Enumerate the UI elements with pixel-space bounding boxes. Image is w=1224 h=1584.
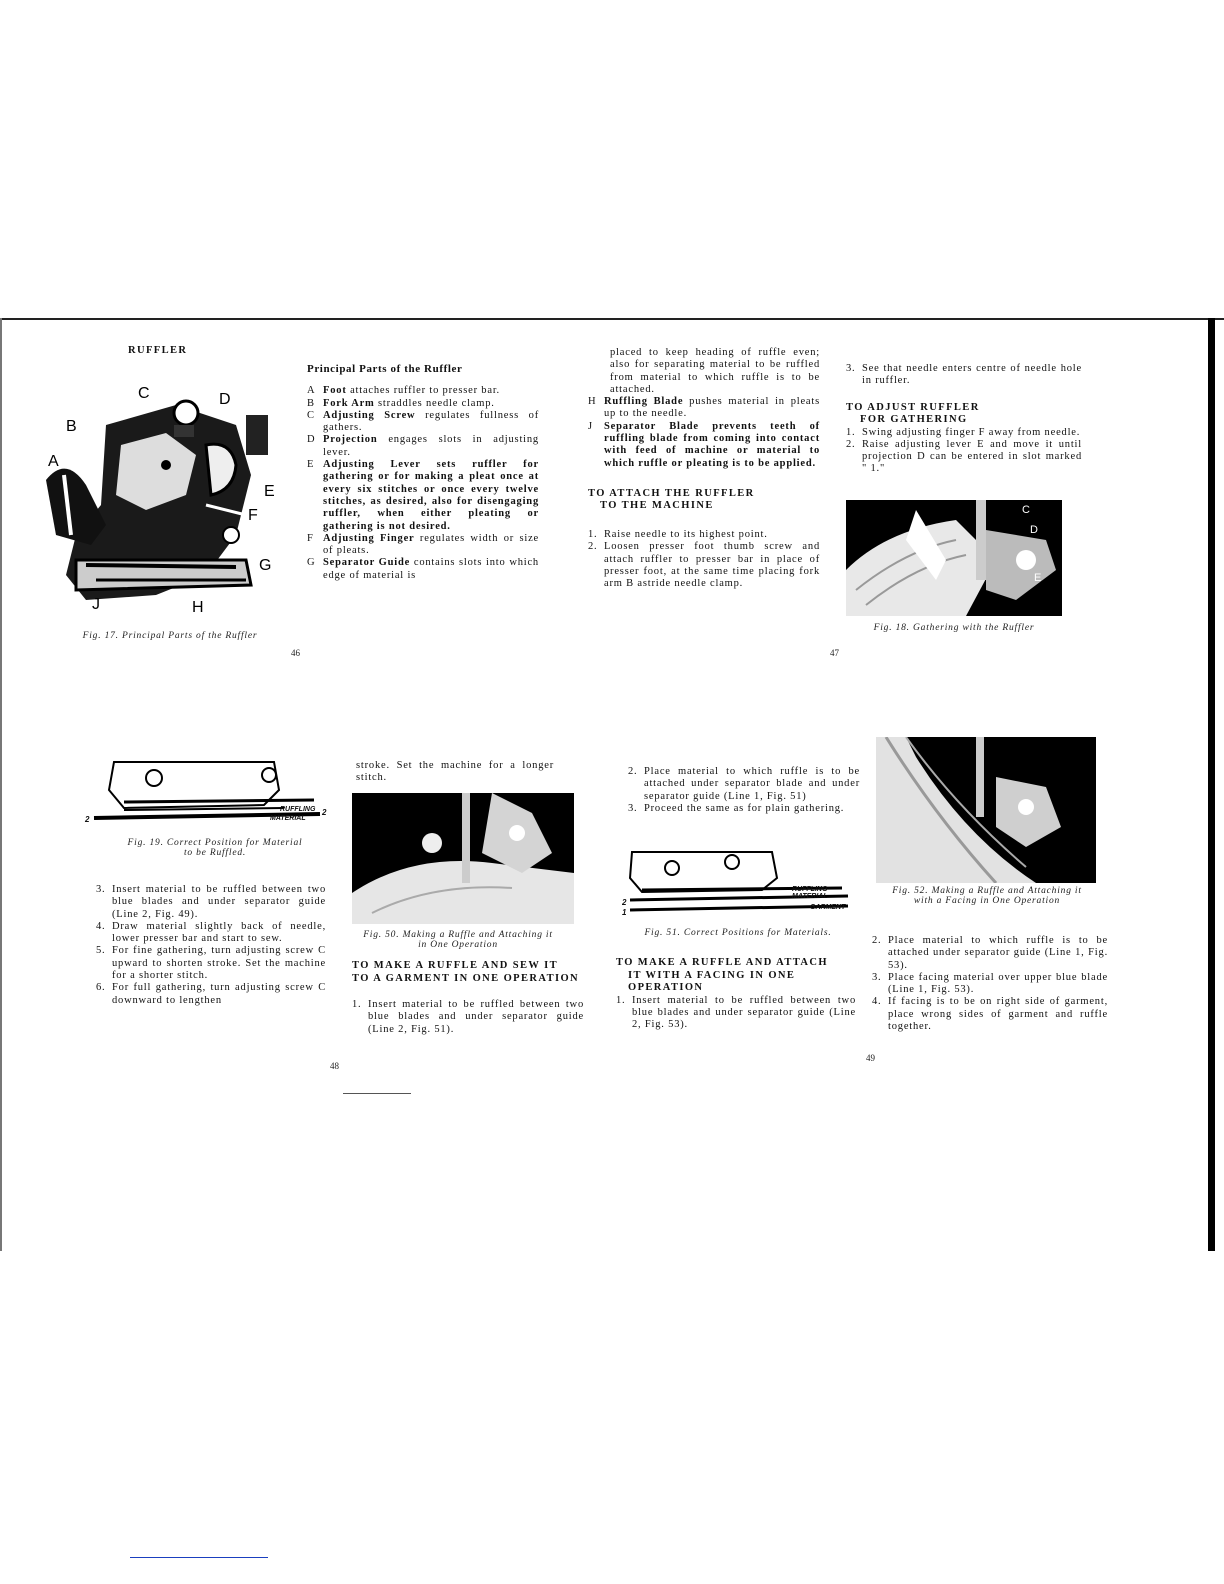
- fig19-label-2-right: 2: [322, 808, 327, 817]
- fig51-label-garment: GARMENT: [810, 904, 846, 911]
- part-item-d: D Projection engages slots in adjusting lever.: [307, 434, 539, 458]
- separator-line: [343, 1093, 411, 1094]
- attach-step-2: 2. Loosen presser foot thumb screw and attach ruffler to presser bar in place of presser foot, at the same time placing fork arm B astride needle clamp.: [588, 541, 820, 590]
- fig51-label-1: 1: [622, 908, 627, 917]
- part-item-j: J Separator Blade prevents teeth of ruffling blade from coming into contact with feed of machine or material to which ruffle or pleating is to be applied.: [588, 420, 820, 469]
- ruffle-attach-photo-illustration: [352, 793, 574, 924]
- page-number-46: 46: [291, 648, 300, 658]
- attach-steps: [588, 529, 820, 590]
- fig17-label-f: F: [248, 507, 258, 524]
- ruffle-facing-heading: TO MAKE A RUFFLE AND ATTACH IT WITH A FACING IN ONE OPERATION: [616, 957, 828, 993]
- scan-left-border: [0, 318, 2, 1251]
- principal-parts-title: Principal Parts of the Ruffler: [307, 363, 463, 375]
- attach-step-1: 1. Raise needle to its highest point.: [588, 528, 768, 540]
- part-item-c: C Adjusting Screw regulates fullness of gathers.: [307, 409, 540, 434]
- garment-step-2: 2. Place material to which ruffle is to be attached under separator blade and under separator guide (Line 1, Fig. 51): [628, 766, 860, 802]
- adjust-step-2: 2. Raise adjusting lever E and move it until projection D can be entered in slot marked " 1.": [846, 438, 1082, 475]
- fig19-label-ruffling: RUFFLING: [280, 806, 316, 813]
- adjust-step-1: 1. Swing adjusting finger F away from needle.: [846, 426, 1081, 438]
- fig17-label-h: H: [192, 599, 204, 616]
- ruffle-step-6: 6. For full gathering, turn adjusting screw C downward to lengthen: [96, 982, 326, 1006]
- attach-step-3: 3. See that needle enters centre of needle hole in ruffler.: [846, 363, 1082, 387]
- garment-step-3: 3. Proceed the same as for plain gathering.: [628, 802, 845, 814]
- page48-column-1: [96, 884, 326, 1007]
- ruffle-step-3: 3. Insert material to be ruffled between two blue blades and under separator guide (Line 2, Fig. 49).: [96, 884, 326, 920]
- adjust-ruffler-heading: TO ADJUST RUFFLER FOR GATHERING: [846, 401, 980, 426]
- facing-step-2: 2. Place material to which ruffle is to be attached under separator guide (Line 1, Fig. 53).: [872, 935, 1108, 971]
- page-number-47: 47: [830, 648, 839, 658]
- part-item-a: A Foot attaches ruffler to presser bar.: [307, 385, 500, 397]
- fig17-label-b: B: [66, 418, 77, 435]
- facing-step-1: 1. Insert material to be ruffled between two blue blades and under separator guide (Line 2, Fig. 53).: [616, 994, 856, 1031]
- part-item-e: E Adjusting Lever sets ruffler for gathering or for making a pleat once at every six stitches or once every twelve stitches, as desired, also for disengaging ruffler, when either pleating or gathering is not desired.: [307, 459, 539, 532]
- fig18-label-e: E: [1034, 572, 1042, 584]
- fig17-label-g: G: [259, 557, 272, 574]
- part-item-g: G Separator Guide contains slots into which edge of material is: [307, 557, 539, 581]
- attach-ruffler-heading: TO ATTACH THE RUFFLER TO THE MACHINE: [588, 487, 755, 512]
- fig51-caption: Fig. 51. Correct Positions for Materials.: [644, 928, 832, 938]
- fig50-photo: [352, 793, 574, 924]
- part-g-continued: placed to keep heading of ruffle even; also for separating material to be ruffled from material to which ruffle is to be attached.: [610, 347, 820, 395]
- page-number-49: 49: [866, 1053, 875, 1063]
- page48-column-2-bottom: [352, 960, 584, 1036]
- fig19-diagram: [84, 760, 330, 832]
- fig50-caption: Fig. 50. Making a Ruffle and Attaching it in One Operation: [363, 930, 553, 950]
- fig18-caption: Fig. 18. Gathering with the Ruffler: [873, 623, 1035, 633]
- fig51-label-ruffling-material: RUFFLING MATERIAL: [792, 886, 828, 900]
- fig17-label-c: C: [138, 385, 150, 402]
- page49-column-2: [872, 935, 1108, 1033]
- principal-parts-column: [307, 363, 539, 582]
- fig17-ruffler-diagram: [46, 385, 286, 625]
- fig17-label-d: D: [219, 391, 231, 408]
- fig18-photo: [846, 500, 1062, 616]
- fig19-label-2-left: 2: [85, 815, 90, 824]
- ruffle-step-5: 5. For fine gathering, turn adjusting screw C upward to shorten stroke. Set the machine for a shorter stitch.: [96, 945, 326, 982]
- part-item-b: B Fork Arm straddles needle clamp.: [307, 397, 495, 409]
- ruffle-step-4: 4. Draw material slightly back of needle, lower presser bar and start to sew.: [96, 920, 326, 945]
- fig19-caption: Fig. 19. Correct Position for Material to be Ruffled.: [127, 838, 303, 858]
- gathering-photo-illustration: [846, 500, 1062, 616]
- page47-column-1: [588, 347, 820, 590]
- fig17-label-j: J: [92, 596, 100, 613]
- page49-column-1: [628, 766, 860, 815]
- page47-column-2: [846, 363, 1082, 476]
- page-number-48: 48: [330, 1061, 339, 1071]
- bottom-link-underline: [130, 1557, 268, 1558]
- fig18-label-c: C: [1022, 504, 1030, 516]
- fig18-label-d: D: [1030, 524, 1038, 536]
- fig52-caption: Fig. 52. Making a Ruffle and Attaching it with a Facing in One Operation: [892, 886, 1082, 906]
- part-item-h: H Ruffling Blade pushes material in pleats up to the needle.: [588, 396, 820, 420]
- facing-step-4: 4. If facing is to be on right side of garment, place wrong sides of garment and ruffle together.: [872, 996, 1108, 1033]
- ruffle-facing-photo-illustration: [876, 737, 1096, 883]
- part-item-f: F Adjusting Finger regulates width or size of pleats.: [307, 532, 539, 557]
- page49-column-1-bottom: [616, 957, 856, 1031]
- fig17-label-e: E: [264, 483, 275, 500]
- page48-column-2-top: stroke. Set the machine for a longer stitch.: [356, 760, 554, 784]
- fig51-diagram: [622, 848, 858, 920]
- garment-step-1: 1. Insert material to be ruffled between two blue blades and under separator guide (Line 2, Fig. 51).: [352, 999, 584, 1035]
- fig17-label-a: A: [48, 453, 59, 470]
- scan-top-border: [0, 318, 1224, 320]
- scan-right-border: [1208, 318, 1215, 1251]
- section-title: RUFFLER: [128, 345, 188, 356]
- ruffler-parts-illustration: [46, 385, 286, 625]
- fig17-caption: Fig. 17. Principal Parts of the Ruffler: [82, 631, 258, 641]
- fig19-label-material: MATERIAL: [270, 815, 306, 822]
- fig52-photo: [876, 737, 1096, 883]
- ruffle-garment-heading: TO MAKE A RUFFLE AND SEW IT TO A GARMENT IN ONE OPERATION: [352, 960, 580, 984]
- fig51-label-2: 2: [622, 898, 627, 907]
- facing-step-3: 3. Place facing material over upper blue blade (Line 1, Fig. 53).: [872, 971, 1108, 996]
